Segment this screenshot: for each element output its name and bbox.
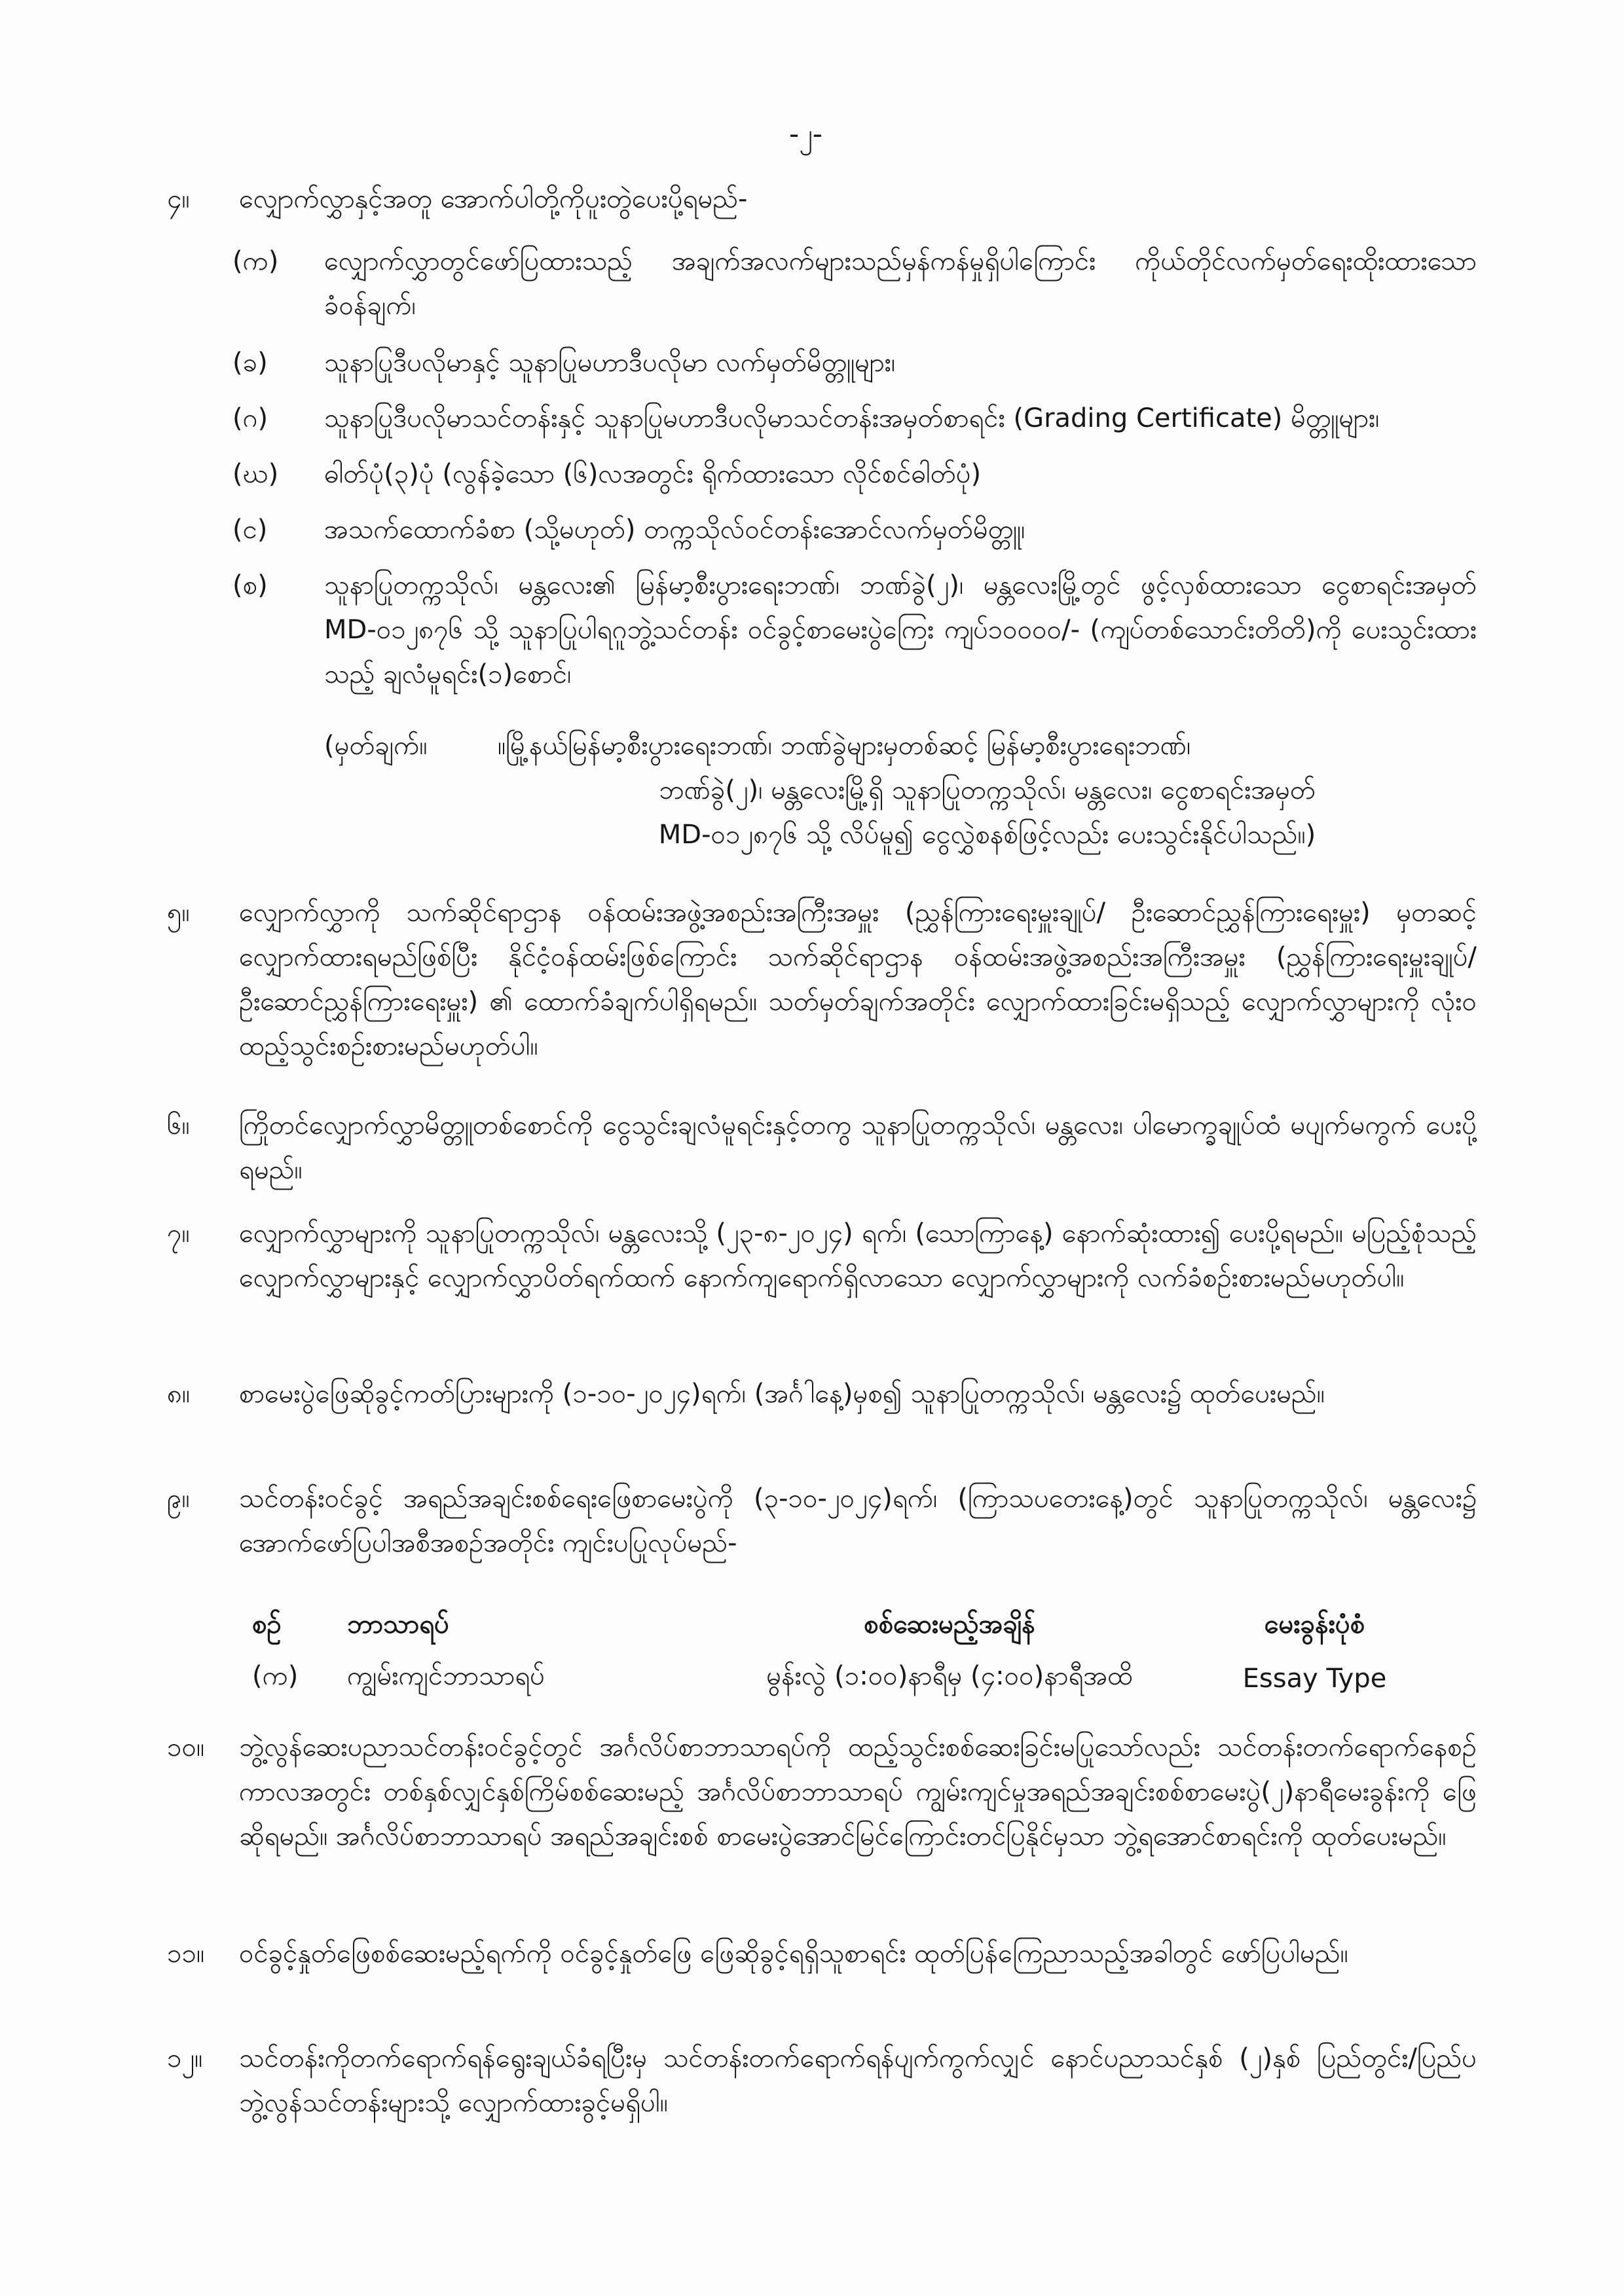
paragraph-text: ကြိုတင်လျှောက်လွှာမိတ္တူတစ်စောင်ကို ငွေသွင်းချလံမူရင်းနှင့်တကွ သူနာပြုတက္ကသိုလ်၊ မန္တလေး၊ ပါမောက္ခချုပ်ထံ မပျက်မကွက် ပေးပို့ရမည်။ xyxy=(239,1110,1477,1185)
paragraph-number: ၁၂။ xyxy=(167,2043,203,2073)
table-header: မေးခွန်းပုံစံ xyxy=(1264,1609,1365,1639)
paragraph-9 xyxy=(167,1476,1477,1565)
note xyxy=(324,723,1477,857)
list-item xyxy=(232,340,1477,385)
section-4-number: ၄။ xyxy=(167,184,190,214)
list-item xyxy=(232,396,1477,441)
note-line: ဘဏ်ခွဲ(၂)၊ မန္တလေးမြို့ရှိ သူနာပြုတက္ကသိုလ်၊ မန္တလေး၊ ငွေစာရင်းအမှတ် xyxy=(659,775,1316,805)
table-row xyxy=(252,1652,1444,1704)
paragraph-number: ၁၁။ xyxy=(167,1939,205,1969)
paragraph-number: ၇။ xyxy=(167,1218,190,1248)
list-item-text: ဓါတ်ပုံ(၃)ပုံ (လွန်ခဲ့သော (၆)လအတွင်း ရိုက်ထားသော လိုင်စင်ဓါတ်ပုံ) xyxy=(324,459,982,489)
list-item-label: (ခ) xyxy=(232,348,268,378)
exam-schedule-table xyxy=(252,1601,1444,1704)
paragraph-text: သင်တန်းကိုတက်ရောက်ရန်ရွေးချယ်ခံရပြီးမှ သင်တန်းတက်ရောက်ရန်ပျက်ကွက်လျှင် နောင်ပညာသင်နှစ် (၂)နှစ် ပြည်တွင်း/ပြည်ပ ဘွဲ့လွန်သင်တန်းများသို့ လျှောက်ထားခွင့်မရှိပါ။ xyxy=(239,2043,1477,2118)
table-cell: မွန်းလွဲ (၁:၀၀)နာရီမှ (၄:၀၀)နာရီအထိ xyxy=(766,1661,1133,1691)
paragraph-number: ၉။ xyxy=(167,1484,190,1514)
note-line: MD-၀၁၂၈၇၆ သို့ လိပ်မူ၍ ငွေလွှဲစနစ်ဖြင့်လည်း ပေးသွင်းနိုင်ပါသည်။) xyxy=(658,820,1316,850)
table-header: စဉ် xyxy=(252,1609,282,1639)
table-header: စစ်ဆေးမည့်အချိန် xyxy=(864,1609,1035,1639)
paragraph-text: လျှောက်လွှာကို သက်ဆိုင်ရာဌာန ဝန်ထမ်းအဖွဲ့အစည်းအကြီးအမှူး (ညွှန်ကြားရေးမှူးချုပ်/ ဦးဆောင်ညွှန်ကြားရေးမှူး) မှတဆင့် လျှောက်ထားရမည်ဖြစ်ပြီး နိုင်ငံ့ဝန်ထမ်းဖြစ်ကြောင်း သက်ဆိုင်ရာဌာန ဝန်ထမ်းအဖွဲ့အစည်းအကြီးအမှူး (ညွှန်ကြားရေးမှူးချုပ်/ ဦးဆောင်ညွှန်ကြားရေးမှူး) ၏ ထောက်ခံချက်ပါရှိရမည်။ သတ်မှတ်ချက်အတိုင်း လျှောက်ထားခြင်းမရှိသည့် လျှောက်လွှာများကို လုံးဝထည့်သွင်းစဉ်းစားမည်မဟုတ်ပါ။ xyxy=(239,898,1477,1061)
page-number: -၂- xyxy=(789,118,822,150)
list-item-text: သူနာပြုဒီပလိုမာနှင့် သူနာပြုမဟာဒီပလိုမာ လက်မှတ်မိတ္တူများ၊ xyxy=(324,348,896,378)
paragraph-number: ၈။ xyxy=(167,1379,190,1409)
table-header-row xyxy=(252,1601,1444,1652)
section-4 xyxy=(167,177,1477,221)
list-item-label: (ဃ) xyxy=(232,459,279,489)
table-cell: (က) xyxy=(252,1661,299,1691)
paragraph-text: သင်တန်းဝင်ခွင့် အရည်အချင်းစစ်ရေးဖြေစာမေးပွဲကို (၃-၁၀-၂၀၂၄)ရက်၊ (ကြာသပတေးနေ့)တွင် သူနာပြုတက္ကသိုလ်၊ မန္တလေး၌ အောက်ဖော်ပြပါအစီအစဉ်အတိုင်း ကျင်းပပြုလုပ်မည်- xyxy=(239,1484,1477,1558)
paragraph-10 xyxy=(167,1725,1477,1859)
list-item-text: သူနာပြုတက္ကသိုလ်၊ မန္တလေး၏ မြန်မာ့စီးပွားရေးဘဏ်၊ ဘဏ်ခွဲ(၂)၊ မန္တလေးမြို့တွင် ဖွင့်လှစ်ထားသော ငွေစာရင်းအမှတ် MD-၀၁၂၈၇၆ သို့ သူနာပြုပါရဂူဘွဲ့သင်တန်း ဝင်ခွင့်စာမေးပွဲကြေး ကျပ်၁၀၀၀၀/- (ကျပ်တစ်သောင်းတိတိ)ကို ပေးသွင်းထားသည့် ချလံမူရင်း(၁)စောင်၊ xyxy=(324,570,1477,689)
paragraph-text: စာမေးပွဲဖြေဆိုခွင့်ကတ်ပြားများကို (၁-၁၀-၂၀၂၄)ရက်၊ (အင်္ဂါနေ့)မှစ၍ သူနာပြုတက္ကသိုလ်၊ မန္တလေး၌ ထုတ်ပေးမည်။ xyxy=(239,1379,1325,1409)
list-item xyxy=(232,563,1477,697)
table-cell: Essay Type xyxy=(1242,1663,1387,1694)
list-item-label: (ဂ) xyxy=(232,403,268,433)
paragraph-number: ၁၀။ xyxy=(167,1732,205,1762)
paragraph-text: ဝင်ခွင့်နှုတ်ဖြေစစ်ဆေးမည့်ရက်ကို ဝင်ခွင့်နှုတ်ဖြေ ဖြေဆိုခွင့်ရရှိသူစာရင်း ထုတ်ပြန်ကြေညာသည့်အခါတွင် ဖော်ပြပါမည်။ xyxy=(239,1939,1348,1969)
list-item xyxy=(232,239,1477,328)
note-label: (မှတ်ချက်။ xyxy=(324,731,428,761)
list-item xyxy=(232,507,1477,552)
list-item-text: သူနာပြုဒီပလိုမာသင်တန်းနှင့် သူနာပြုမဟာဒီပလိုမာသင်တန်းအမှတ်စာရင်း (Grading Certificate) မိတ္တူများ၊ xyxy=(324,403,1380,433)
paragraph-7 xyxy=(167,1211,1477,1300)
list-item-label: (င) xyxy=(232,515,268,545)
list-item xyxy=(232,452,1477,496)
table-cell: ကျွမ်းကျင်ဘာသာရပ် xyxy=(347,1661,545,1691)
paragraph-text: လျှောက်လွှာများကို သူနာပြုတက္ကသိုလ်၊ မန္တလေးသို့ (၂၃-၈-၂၀၂၄) ရက်၊ (သောကြာနေ့) နောက်ဆုံးထား၍ ပေးပို့ရမည်။ မပြည့်စုံသည့်လျှောက်လွှာများနှင့် လျှောက်လွှာပိတ်ရက်ထက် နောက်ကျရောက်ရှိလာသော လျှောက်လွှာများကို လက်ခံစဉ်းစားမည်မဟုတ်ပါ။ xyxy=(239,1218,1477,1293)
paragraph-text: ဘွဲ့လွန်ဆေးပညာသင်တန်းဝင်ခွင့်တွင် အင်္ဂလိပ်စာဘာသာရပ်ကို ထည့်သွင်းစစ်ဆေးခြင်းမပြုသော်လည်း သင်တန်းတက်ရောက်နေစဉ်ကာလအတွင်း တစ်နှစ်လျှင်နှစ်ကြိမ်စစ်ဆေးမည့် အင်္ဂလိပ်စာဘာသာရပ် ကျွမ်းကျင်မှုအရည်အချင်းစစ်စာမေးပွဲ(၂)နာရီမေးခွန်းကို ဖြေဆိုရမည်။ အင်္ဂလိပ်စာဘာသာရပ် အရည်အချင်းစစ် စာမေးပွဲအောင်မြင်ကြောင်းတင်ပြနိုင်မှသာ ဘွဲ့ရအောင်စာရင်းကို ထုတ်ပေးမည်။ xyxy=(239,1732,1477,1851)
section-4-intro: လျှောက်လွှာနှင့်အတူ အောက်ပါတို့ကိုပူးတွဲပေးပို့ရမည်- xyxy=(239,184,748,214)
paragraph-11 xyxy=(167,1931,1477,1976)
paragraph-number: ၅။ xyxy=(167,898,190,928)
paragraph-8 xyxy=(167,1372,1477,1416)
note-line: ။မြို့နယ်မြန်မာ့စီးပွားရေးဘဏ်၊ ဘဏ်ခွဲများမှတစ်ဆင့် မြန်မာ့စီးပွားရေးဘဏ်၊ xyxy=(498,731,1191,761)
paragraph-5 xyxy=(167,890,1477,1068)
list-item-text: အသက်ထောက်ခံစာ (သို့မဟုတ်) တက္ကသိုလ်ဝင်တန်းအောင်လက်မှတ်မိတ္တူ၊ xyxy=(324,515,1025,545)
table-header: ဘာသာရပ် xyxy=(347,1609,449,1639)
paragraph-number: ၆။ xyxy=(167,1110,190,1140)
paragraph-12 xyxy=(167,2036,1477,2125)
list-item-label: (က) xyxy=(232,246,279,276)
paragraph-6 xyxy=(167,1103,1477,1192)
list-item-text: လျှောက်လွှာတွင်ဖော်ပြထားသည့် အချက်အလက်များသည်မှန်ကန်မှုရှိပါကြောင်း ကိုယ်တိုင်လက်မှတ်ရေးထိုးထားသော ခံဝန်ချက်၊ xyxy=(324,246,1477,321)
list-item-label: (စ) xyxy=(232,570,268,600)
